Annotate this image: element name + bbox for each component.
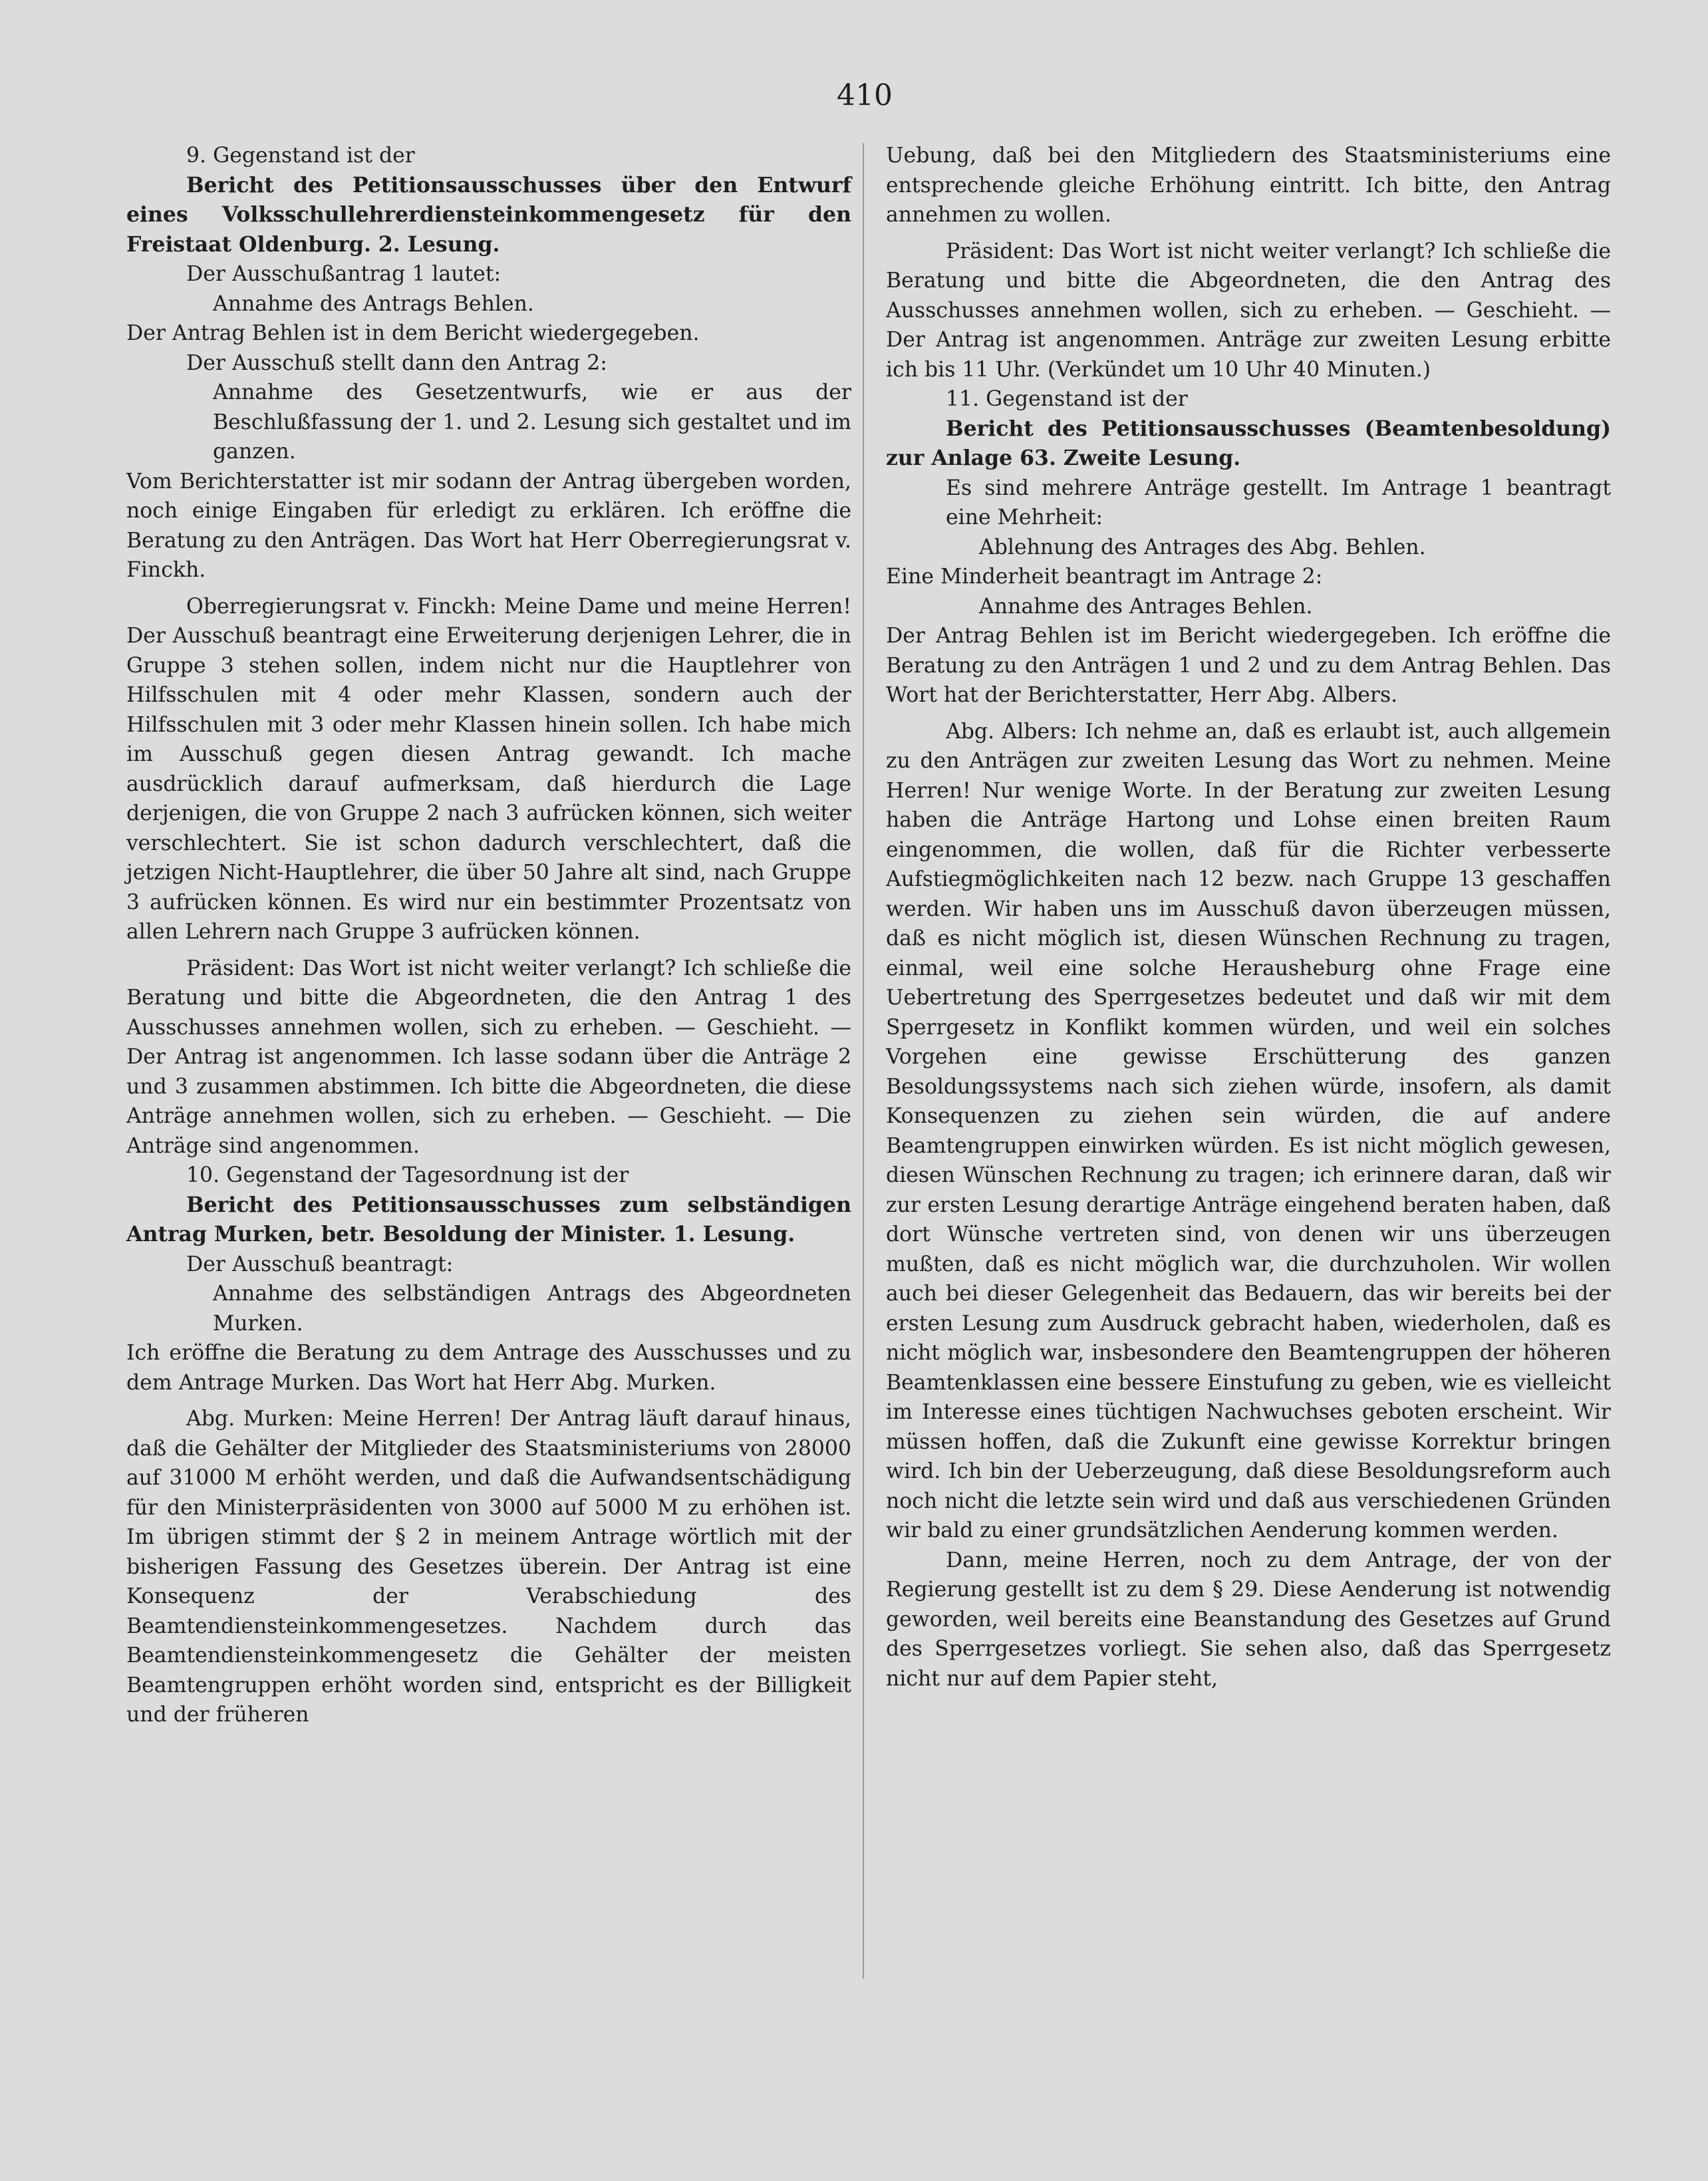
committee-motion-2-label: Der Ausschuß stellt dann den Antrag 2: xyxy=(186,351,607,375)
open-debate-albers: Der Antrag Behlen ist im Bericht wiedergegeben. Ich eröffne die Beratung zu den Anträgen 1 und 2 und zu dem Antrag Behlen. Das Wort hat der Berichterstatter, Herr Abg. Albers. xyxy=(886,624,1611,707)
committee-motion-text: Annahme des selbständigen Antrags des Abgeordneten Murken. xyxy=(213,1282,851,1336)
committee-motion-2-text: Annahme des Gesetzentwurfs, wie er aus der Beschlußfassung der 1. und 2. Lesung sich gestaltet und im ganzen. xyxy=(213,380,851,464)
finckh-speech: Oberregierungsrat v. Finckh: Meine Dame und meine Herren! Der Ausschuß beantragt eine Erweiterung derjenigen Lehrer, die in Gruppe 3 stehen sollen, indem nicht nur die Hauptlehrer von Hilfsschulen mit 4 oder mehr Klassen, sondern auch der Hilfsschulen mit 3 oder mehr Klassen hinein sollen. Ich habe mich im Ausschuß gegen diesen Antrag gewandt. Ich mache ausdrücklich darauf aufmerksam, daß hierdurch die Lage derjenigen, die von Gruppe 2 nach 3 aufrücken können, sich weiter verschlechtert. Sie ist schon dadurch verschlechtert, daß die jetzigen Nicht-Hauptlehrer, die über 50 Jahre alt sind, nach Gruppe 3 aufrücken können. Es wird nur ein bestimmter Prozentsatz von allen Lehrern nach Gruppe 3 aufrücken können. xyxy=(126,594,851,944)
rapporteur-paragraph: Vom Berichterstatter ist mir sodann der Antrag übergeben worden, noch einige Eingaben für erledigt zu erklären. Ich eröffne die Beratung zu den Anträgen. Das Wort hat Herr Oberregierungsrat v. Finckh. xyxy=(126,469,851,582)
murken-speech-continued: Uebung, daß bei den Mitgliedern des Staatsministeriums eine entsprechende gleiche Erhöhung eintritt. Ich bitte, den Antrag annehmen zu wollen. xyxy=(886,144,1611,227)
page-number: 410 xyxy=(837,78,893,112)
item-10-intro: 10. Gegenstand der Tagesordnung ist der xyxy=(186,1163,629,1187)
right-column xyxy=(886,141,1611,1693)
committee-motion-1-text: Annahme des Antrags Behlen. xyxy=(213,291,534,316)
committee-motion-1-label: Der Ausschußantrag 1 lautet: xyxy=(186,262,501,286)
behlen-note: Der Antrag Behlen ist in dem Bericht wiedergegeben. xyxy=(126,321,700,345)
albers-speech-paragraph-2: Dann, meine Herren, noch zu dem Antrage, der von der Regierung gestellt ist zu dem § 29. Diese Aenderung ist notwendig geworden, weil bereits eine Beanstandung des Gesetzes auf Grund des Sperrgesetzes vorliegt. Sie sehen also, daß das Sperrgesetz nicht nur auf dem Papier steht, xyxy=(886,1548,1611,1691)
albers-speech: Abg. Albers: Ich nehme an, daß es erlaubt ist, auch allgemein zu den Anträgen zur zweiten Lesung das Wort zu nehmen. Meine Herren! Nur wenige Worte. In der Beratung zur zweiten Lesung haben die Anträge Hartong und Lohse einen breiten Raum eingenommen, die wollen, daß für die Richter verbesserte Aufstiegmöglichkeiten nach 12 bezw. nach Gruppe 13 geschaffen werden. Wir haben uns im Ausschuß davon überzeugen müssen, daß es nicht möglich ist, diesen Wünschen Rechnung zu tragen, einmal, weil eine solche Herausheburg ohne Frage eine Uebertretung des Sperrgesetzes bedeutet und daß wir mit dem Sperrgesetz in Konflikt kommen würden, und weil ein solches Vorgehen eine gewisse Erschütterung des ganzen Besoldungssystems nach sich ziehen würde, insofern, als damit Konsequenzen zu ziehen sein würden, die auf andere Beamtengruppen einwirken würden. Es ist nicht möglich gewesen, diesen Wünschen Rechnung zu tragen; ich erinnere daran, daß wir zur ersten Lesung derartige Anträge eingehend beraten haben, daß dort Wünsche vertreten sind, von denen wir uns überzeugen mußten, daß es nicht möglich war, die durchzuholen. Wir wollen auch bei dieser Gelegenheit das Bedauern, das wir bereits bei der ersten Lesung zum Ausdruck gebracht haben, wiederholen, daß es nicht möglich war, insbesondere den Beamtengruppen der höheren Beamtenklassen eine bessere Einstufung zu geben, wie es vielleicht im Interesse eines tüchtigen Nachwuchses geboten erscheint. Wir müssen hoffen, daß die Zukunft eine gewisse Korrektur bringen wird. Ich bin der Ueberzeugung, daß diese Besoldungsreform auch noch nicht die letzte sein wird und daß aus verschiedenen Gründen wir bald zu einer grundsätzlichen Aenderung kommen werden. xyxy=(886,719,1611,1542)
open-debate-murken: Ich eröffne die Beratung zu dem Antrage des Ausschusses und zu dem Antrage Murken. Das Wort hat Herr Abg. Murken. xyxy=(126,1341,851,1395)
majority-motion: Ablehnung des Antrages des Abg. Behlen. xyxy=(979,535,1426,559)
minority-motion: Annahme des Antrages Behlen. xyxy=(979,594,1313,619)
minority-label: Eine Minderheit beantragt im Antrage 2: xyxy=(886,565,1323,589)
item-11-intro: 11. Gegenstand ist der xyxy=(946,387,1188,411)
item-11-title: Bericht des Petitionsausschusses (Beamtenbesoldung) zur Anlage 63. Zweite Lesung. xyxy=(886,416,1611,470)
item-10-title: Bericht des Petitionsausschusses zum selbständigen Antrag Murken, betr. Besoldung der Minister. 1. Lesung. xyxy=(126,1192,851,1246)
murken-speech: Abg. Murken: Meine Herren! Der Antrag läuft darauf hinaus, daß die Gehälter der Mitglieder des Staatsministeriums von 28000 auf 31000 M erhöht werden, und daß die Aufwandsentschädigung für den Ministerpräsidenten von 3000 auf 5000 M zu erhöhen ist. Im übrigen stimmt der § 2 in meinem Antrage wörtlich mit der bisherigen Fassung des Gesetzes überein. Der Antrag ist eine Konsequenz der Verabschiedung des Beamtendiensteinkommengesetzes. Nachdem durch das Beamtendiensteinkommengesetz die Gehälter der meisten Beamtengruppen erhöht worden sind, entspricht es der Billigkeit und der früheren xyxy=(126,1407,851,1727)
item-9-title: Bericht des Petitionsausschusses über den Entwurf eines Volksschullehrerdiensteinkommengesetz für den Freistaat Oldenburg. 2. Lesung. xyxy=(126,172,851,257)
committee-motion-label: Der Ausschuß beantragt: xyxy=(186,1252,454,1276)
column-divider xyxy=(863,143,864,1979)
left-column xyxy=(126,141,851,1730)
president-vote-2: Präsident: Das Wort ist nicht weiter verlangt? Ich schließe die Beratung und bitte die Abgeordneten, die den Antrag des Ausschusses annehmen wollen, sich zu erheben. — Geschieht. — Der Antrag ist angenommen. Anträge zur zweiten Lesung erbitte ich bis 11 Uhr. (Verkündet um 10 Uhr 40 Minuten.) xyxy=(886,239,1611,382)
item-9-intro: 9. Gegenstand ist der xyxy=(186,144,415,168)
president-vote-1: Präsident: Das Wort ist nicht weiter verlangt? Ich schließe die Beratung und bitte die Abgeordneten, die den Antrag 1 des Ausschusses annehmen wollen, sich zu erheben. — Geschieht. — Der Antrag ist angenommen. Ich lasse sodann über die Anträge 2 und 3 zusammen abstimmen. Ich bitte die Abgeordneten, die diese Anträge annehmen wollen, sich zu erheben. — Geschieht. — Die Anträge sind angenommen. xyxy=(126,956,851,1158)
motions-statement: Es sind mehrere Anträge gestellt. Im Antrage 1 beantragt eine Mehrheit: xyxy=(946,476,1611,529)
